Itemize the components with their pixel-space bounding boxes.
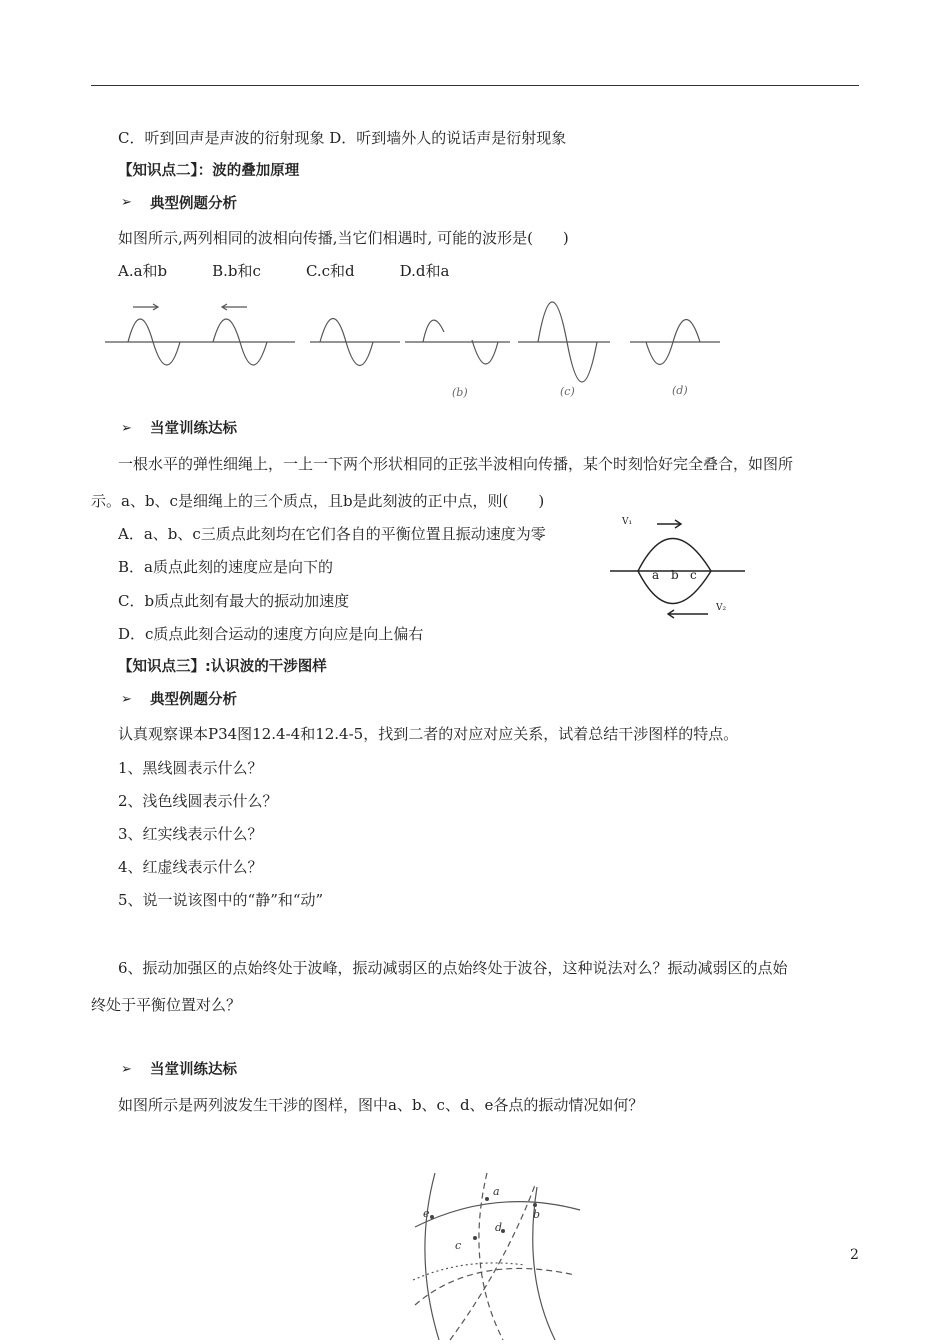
q2-line2: 示。a、b、c是细绳上的三个质点，且b是此刻波的正中点，则( ) — [91, 492, 545, 510]
v1-label: V₁ — [622, 517, 633, 527]
wave-b-bottom — [472, 340, 498, 364]
arrow-bullet-icon: ➢ — [121, 1062, 132, 1077]
q1-text: 如图所示,两列相同的波相向传播,当它们相遇时, 可能的波形是( ) — [118, 229, 569, 247]
question-5: 5、说一说该图中的“静”和“动” — [118, 891, 324, 909]
observe-text: 认真观察课本P34图12.4-4和12.4-5，找到二者的对应对应关系，试着总结干涉图样的特点。 — [118, 725, 739, 743]
dashed-arc-3 — [479, 1173, 503, 1340]
point-a-label: a — [493, 1185, 500, 1198]
question-3: 3、红实线表示什么？ — [118, 825, 263, 843]
dotted-arc — [413, 1263, 525, 1280]
q3-text: 如图所示是两列波发生干涉的图样，图中a、b、c、d、e各点的振动情况如何？ — [118, 1096, 644, 1114]
q2-option-a: A．a、b、c三质点此刻均在它们各自的平衡位置且振动速度为零 — [118, 525, 546, 543]
page-number: 2 — [850, 1247, 859, 1263]
arrow-bullet-icon: ➢ — [121, 421, 132, 436]
wave-b-top — [423, 320, 444, 342]
upper-half-wave — [638, 539, 711, 572]
point-c-label: c — [455, 1239, 462, 1252]
arrow-bullet-icon: ➢ — [121, 195, 132, 210]
label-c: (c) — [560, 385, 575, 398]
solid-arc-1 — [425, 1173, 439, 1340]
kp3-heading: 【知识点三】:认识波的干涉图样 — [118, 659, 327, 675]
point-a-label: a — [652, 568, 660, 582]
practice-label-2: 当堂训练达标 — [150, 1062, 237, 1078]
q2-option-c: C．b质点此刻有最大的振动加速度 — [118, 592, 350, 610]
v2-label: V₂ — [716, 603, 727, 613]
label-b: (b) — [452, 386, 468, 399]
point-b-label: b — [533, 1208, 541, 1221]
point-e-label: e — [423, 1207, 430, 1220]
interference-figure — [395, 1165, 585, 1344]
wave-superposition-figure — [100, 292, 730, 404]
point-b-label: b — [671, 568, 679, 582]
q2-line1: 一根水平的弹性细绳上，一上一下两个形状相同的正弦半波相向传播，某个时刻恰好完全叠合，如图所 — [118, 455, 794, 473]
practice-label: 当堂训练达标 — [150, 421, 237, 437]
q6-line1: 6、振动加强区的点始终处于波峰，振动减弱区的点始终处于波谷，这种说法对么？振动减弱区的点始 — [118, 959, 788, 977]
arrow-bullet-icon: ➢ — [121, 692, 132, 707]
kp2-heading: 【知识点二】：波的叠加原理 — [118, 163, 300, 179]
question-2: 2、浅色线圆表示什么？ — [118, 792, 278, 810]
q6-line2: 终处于平衡位置对么？ — [91, 996, 242, 1014]
dashed-arc-2 — [415, 1268, 575, 1305]
point-c-label: c — [690, 568, 697, 582]
header-rule — [91, 85, 859, 86]
q1-options: A.a和b B.b和c C.c和d D.d和a — [118, 262, 450, 280]
example-label: 典型例题分析 — [150, 196, 237, 212]
example-label-2: 典型例题分析 — [150, 692, 237, 708]
question-1: 1、黑线圆表示什么？ — [118, 759, 263, 777]
half-wave-figure — [605, 508, 755, 633]
q2-option-b: B．a质点此刻的速度应是向下的 — [118, 558, 333, 576]
point-d-label: d — [495, 1221, 503, 1234]
option-line-c-d: C．听到回声是声波的衍射现象 D．听到墙外人的说话声是衍射现象 — [118, 129, 567, 147]
label-d: (d) — [672, 384, 688, 397]
question-4: 4、红虚线表示什么？ — [118, 858, 263, 876]
q2-option-d: D．c质点此刻合运动的速度方向应是向上偏右 — [118, 625, 424, 643]
